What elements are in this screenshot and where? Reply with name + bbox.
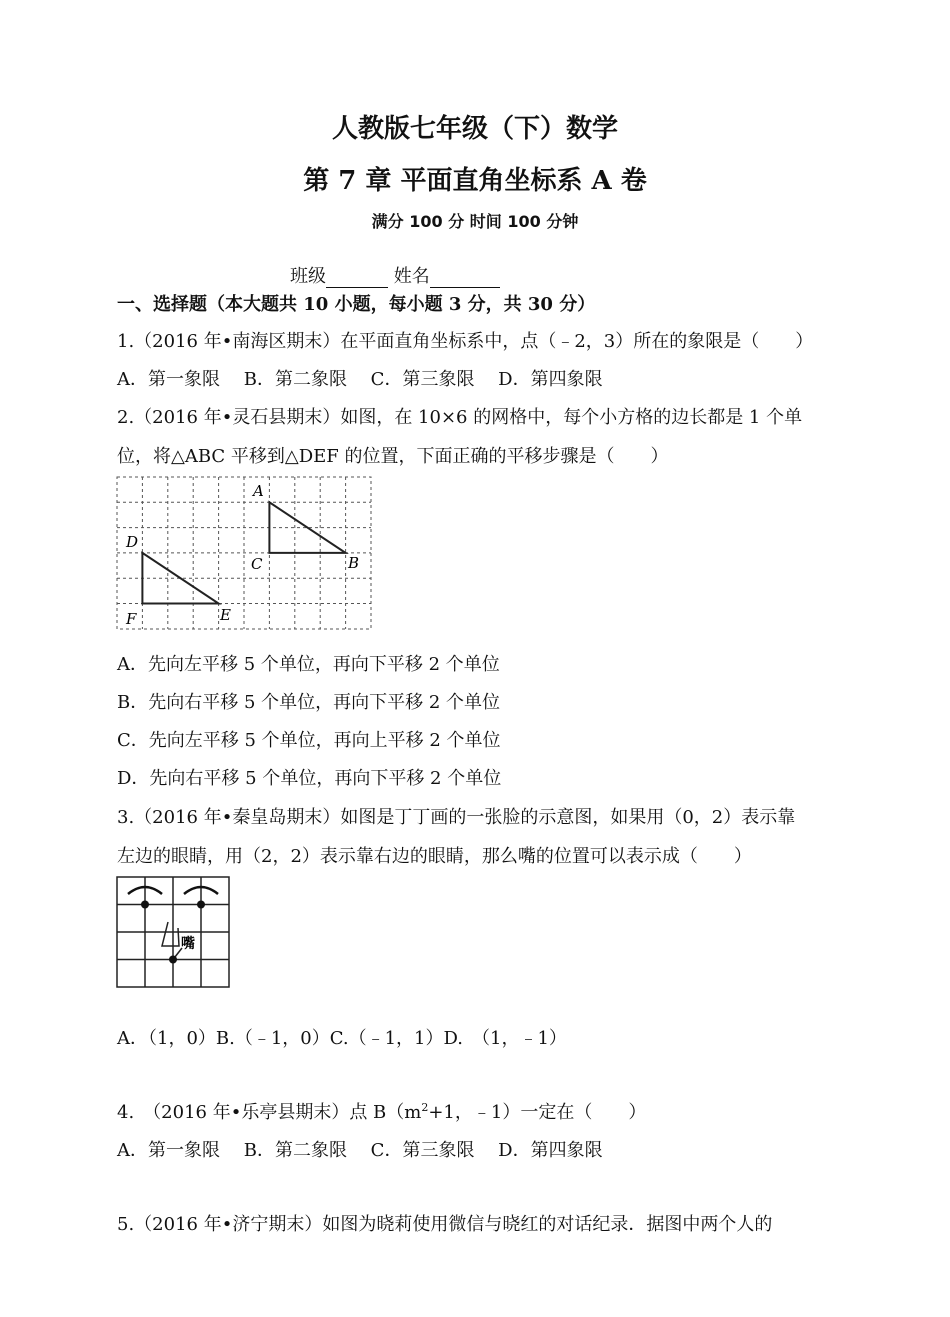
- q2-stem-line2: 位，将△ABC 平移到△DEF 的位置，下面正确的平移步骤是（ ）: [117, 446, 669, 467]
- q3-face-figure: [116, 876, 232, 990]
- right-eye: [197, 901, 205, 909]
- q3-stem-line1: 3.（2016 年•秦皇岛期末）如图是丁丁画的一张脸的示意图，如果用（0，2）表示靠: [117, 807, 796, 828]
- class-label: 班级: [290, 266, 326, 287]
- q4-options: A．第一象限 B．第二象限 C．第三象限 D．第四象限: [117, 1140, 603, 1161]
- q4-stem-suffix: +1，﹣1）一定在（ ）: [428, 1102, 647, 1123]
- label-d: D: [126, 533, 139, 551]
- q4-stem: [117, 1098, 646, 1124]
- label-e: E: [220, 606, 231, 624]
- q4-stem-prefix: 4. （2016 年•乐亭县期末）点 B（m: [117, 1102, 422, 1123]
- q5-stem-line1: 5.（2016 年•济宁期末）如图为晓莉使用微信与晓红的对话纪录．据图中两个人的: [117, 1214, 773, 1235]
- section-heading: 一、选择题（本大题共 10 小题，每小题 3 分，共 30 分）: [117, 294, 596, 315]
- q2-option-a: A．先向左平移 5 个单位，再向下平移 2 个单位: [117, 654, 500, 675]
- face-grid: [117, 877, 229, 987]
- name-blank: [430, 269, 500, 288]
- name-label: 姓名: [393, 266, 430, 287]
- page-title: 人教版七年级（下）数学: [331, 114, 618, 144]
- label-b: B: [348, 554, 360, 572]
- mouth-dot: [169, 956, 177, 964]
- q2-option-b: B．先向右平移 5 个单位，再向下平移 2 个单位: [117, 692, 501, 713]
- score-time: 满分 100 分 时间 100 分钟: [371, 212, 579, 231]
- q3-options: A．（1，0）B.（﹣1，0）C.（﹣1，1）D. （1，﹣1）: [117, 1028, 567, 1049]
- q1-stem: 1.（2016 年•南海区期末）在平面直角坐标系中，点（﹣2，3）所在的象限是（ ）: [117, 331, 814, 352]
- chapter-title: 第 7 章 平面直角坐标系 A 卷: [303, 166, 647, 196]
- class-blank: [326, 269, 388, 288]
- label-c: C: [251, 555, 263, 573]
- q1-options: A．第一象限 B．第二象限 C．第三象限 D．第四象限: [117, 369, 603, 390]
- student-info: [290, 262, 500, 288]
- nose: [162, 922, 179, 946]
- q3-stem-line2: 左边的眼睛，用（2，2）表示靠右边的眼睛，那么嘴的位置可以表示成（ ）: [117, 846, 752, 867]
- label-a: A: [253, 482, 264, 500]
- left-eye: [141, 901, 149, 909]
- q2-grid-figure: [116, 476, 374, 632]
- q2-stem-line1: 2.（2016 年•灵石县期末）如图，在 10×6 的网格中，每个小方格的边长都是 1 个单: [117, 407, 803, 428]
- label-f: F: [126, 610, 137, 628]
- mouth-label: 嘴: [181, 936, 195, 952]
- q2-option-d: D．先向右平移 5 个单位，再向下平移 2 个单位: [117, 768, 502, 789]
- q2-option-c: C．先向左平移 5 个单位，再向上平移 2 个单位: [117, 730, 501, 751]
- q4-superscript: 2: [421, 1101, 429, 1114]
